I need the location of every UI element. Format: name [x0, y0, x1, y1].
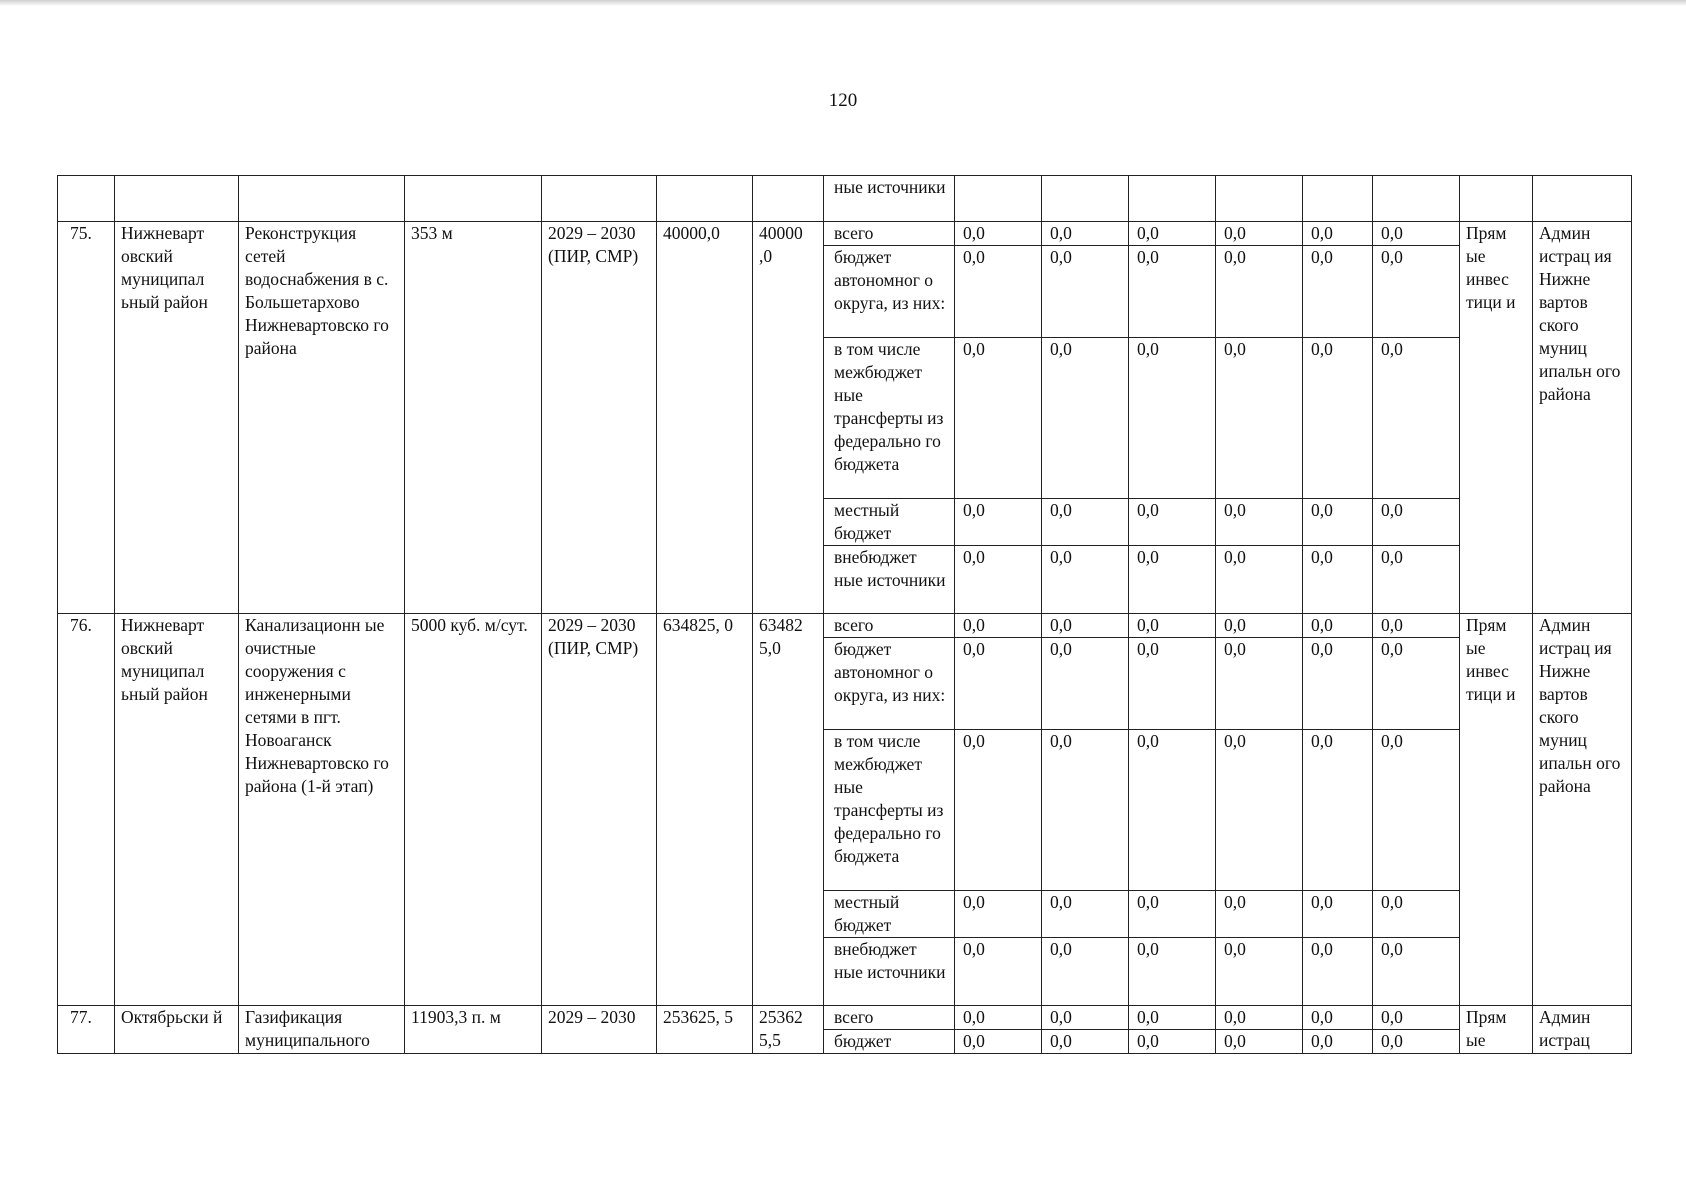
capacity-cell: 11903,3 п. м [405, 1006, 542, 1054]
funding-value-cell: 0,0 [1373, 614, 1460, 638]
funding-value-cell: 0,0 [1042, 499, 1129, 546]
funding-value-cell: 0,0 [1303, 1030, 1373, 1054]
project-number: 75. [58, 222, 115, 614]
funding-value-cell: 0,0 [1129, 546, 1216, 614]
funding-value-cell: 0,0 [1303, 891, 1373, 938]
funding-value-cell: 0,0 [1373, 338, 1460, 499]
period-cell: 2029 – 2030 [542, 1006, 657, 1054]
funding-value-cell: 0,0 [1303, 614, 1373, 638]
municipality-cell: Октябрьски й [115, 1006, 239, 1054]
funding-value-cell: 0,0 [1042, 730, 1129, 891]
municipality-cell: Нижневарт овский муниципал ьный район [115, 222, 239, 614]
investment-table [57, 175, 1632, 1054]
funding-value-cell: 0,0 [1373, 638, 1460, 730]
funding-value-cell: 0,0 [955, 499, 1042, 546]
funding-value-cell: 0,0 [1373, 730, 1460, 891]
funding-value-cell: 0,0 [1216, 891, 1303, 938]
funding-value-cell: 0,0 [1216, 546, 1303, 614]
funding-value-cell: 0,0 [955, 938, 1042, 1006]
capacity-cell: 353 м [405, 222, 542, 614]
funding-value-cell: 0,0 [1129, 1006, 1216, 1030]
funding-value-cell: 0,0 [955, 1030, 1042, 1054]
funding-value-cell: 0,0 [1216, 730, 1303, 891]
continued-row [58, 176, 1632, 222]
funding-value-cell: 0,0 [1303, 546, 1373, 614]
funding-value-cell: 0,0 [1129, 222, 1216, 246]
funding-source-cell: всего [824, 614, 955, 638]
remaining-cost-cell: 40000 ,0 [753, 222, 824, 614]
funding-value-cell: 0,0 [1042, 546, 1129, 614]
funding-value-cell: 0,0 [1303, 246, 1373, 338]
funding-value-cell: 0,0 [1303, 730, 1373, 891]
funding-value-cell: 0,0 [1303, 1006, 1373, 1030]
funding-value-cell: 0,0 [955, 891, 1042, 938]
funding-value-cell: 0,0 [1373, 891, 1460, 938]
funding-value-cell: 0,0 [1303, 222, 1373, 246]
funding-value-cell: 0,0 [955, 1006, 1042, 1030]
period-cell: 2029 – 2030 (ПИР, СМР) [542, 614, 657, 1006]
table-row [58, 222, 1632, 246]
funding-source-cell: внебюджет ные источники [824, 546, 955, 614]
funding-value-cell: 0,0 [1216, 614, 1303, 638]
funding-source-cell: местный бюджет [824, 891, 955, 938]
customer-cell: Админ истрац [1533, 1006, 1632, 1054]
funding-value-cell: 0,0 [1216, 222, 1303, 246]
funding-source-cell: бюджет [824, 1030, 955, 1054]
funding-source-cell: в том числе межбюджет ные трансферты из федерально го бюджета [824, 730, 955, 891]
project-number: 76. [58, 614, 115, 1006]
funding-value-cell: 0,0 [955, 730, 1042, 891]
funding-value-cell: 0,0 [1216, 338, 1303, 499]
investment-type-cell: Прям ые инвес тици и [1460, 222, 1533, 614]
funding-value-cell: 0,0 [1042, 1030, 1129, 1054]
funding-value-cell: 0,0 [1129, 338, 1216, 499]
funding-value-cell: 0,0 [1303, 938, 1373, 1006]
project-name-cell: Реконструкция сетей водоснабжения в с. Большетархово Нижневартовско го района [239, 222, 405, 614]
project-number: 77. [58, 1006, 115, 1054]
funding-source-cell: всего [824, 222, 955, 246]
funding-value-cell: 0,0 [1303, 499, 1373, 546]
table-body [58, 176, 1632, 1054]
funding-value-cell: 0,0 [1129, 638, 1216, 730]
funding-value-cell: 0,0 [955, 246, 1042, 338]
funding-value-cell: 0,0 [1303, 338, 1373, 499]
municipality-cell: Нижневарт овский муниципал ьный район [115, 614, 239, 1006]
table-row [58, 1006, 1632, 1030]
funding-source-cell: внебюджет ные источники [824, 938, 955, 1006]
scan-edge [0, 0, 1686, 6]
funding-source-cell: бюджет автономног о округа, из них: [824, 246, 955, 338]
funding-value-cell: 0,0 [1373, 499, 1460, 546]
funding-value-cell: 0,0 [1373, 938, 1460, 1006]
funding-value-cell: 0,0 [1216, 1030, 1303, 1054]
remaining-cost-cell: 63482 5,0 [753, 614, 824, 1006]
funding-value-cell: 0,0 [1129, 891, 1216, 938]
table-row [58, 614, 1632, 638]
funding-value-cell: 0,0 [1129, 614, 1216, 638]
funding-value-cell: 0,0 [1129, 730, 1216, 891]
funding-value-cell: 0,0 [1373, 1006, 1460, 1030]
funding-value-cell: 0,0 [1216, 246, 1303, 338]
funding-value-cell: 0,0 [1373, 1030, 1460, 1054]
funding-value-cell: 0,0 [1042, 1006, 1129, 1030]
funding-value-cell: 0,0 [1216, 638, 1303, 730]
page-number: 120 [828, 90, 858, 111]
total-cost-cell: 634825, 0 [657, 614, 753, 1006]
customer-cell: Админ истрац ия Нижне вартов ского муниц ипальн ого района [1533, 222, 1632, 614]
funding-value-cell: 0,0 [1042, 222, 1129, 246]
funding-source-cell: ные источники [824, 176, 955, 222]
funding-value-cell: 0,0 [1216, 938, 1303, 1006]
funding-source-cell: в том числе межбюджет ные трансферты из федерально го бюджета [824, 338, 955, 499]
investment-type-cell: Прям ые [1460, 1006, 1533, 1054]
funding-source-cell: всего [824, 1006, 955, 1030]
total-cost-cell: 253625, 5 [657, 1006, 753, 1054]
remaining-cost-cell: 25362 5,5 [753, 1006, 824, 1054]
funding-source-cell: бюджет автономног о округа, из них: [824, 638, 955, 730]
funding-value-cell: 0,0 [1373, 222, 1460, 246]
funding-value-cell: 0,0 [1373, 246, 1460, 338]
funding-value-cell: 0,0 [1129, 246, 1216, 338]
funding-value-cell: 0,0 [1303, 638, 1373, 730]
funding-value-cell: 0,0 [955, 614, 1042, 638]
funding-value-cell: 0,0 [955, 338, 1042, 499]
project-name-cell: Газификация муниципального [239, 1006, 405, 1054]
funding-value-cell: 0,0 [1042, 891, 1129, 938]
funding-value-cell: 0,0 [955, 222, 1042, 246]
funding-value-cell: 0,0 [1373, 546, 1460, 614]
funding-value-cell: 0,0 [1216, 1006, 1303, 1030]
funding-value-cell: 0,0 [1129, 938, 1216, 1006]
funding-source-cell: местный бюджет [824, 499, 955, 546]
period-cell: 2029 – 2030 (ПИР, СМР) [542, 222, 657, 614]
funding-value-cell: 0,0 [1042, 246, 1129, 338]
capacity-cell: 5000 куб. м/сут. [405, 614, 542, 1006]
investment-type-cell: Прям ые инвес тици и [1460, 614, 1533, 1006]
funding-value-cell: 0,0 [1042, 938, 1129, 1006]
project-name-cell: Канализационн ые очистные сооружения с инженерными сетями в пгт. Новоаганск Нижневартовско го района (1-й этап) [239, 614, 405, 1006]
funding-value-cell: 0,0 [1129, 499, 1216, 546]
funding-value-cell: 0,0 [1042, 638, 1129, 730]
funding-value-cell: 0,0 [1216, 499, 1303, 546]
funding-value-cell: 0,0 [1042, 614, 1129, 638]
funding-value-cell: 0,0 [955, 546, 1042, 614]
funding-value-cell: 0,0 [1129, 1030, 1216, 1054]
funding-value-cell: 0,0 [955, 638, 1042, 730]
customer-cell: Админ истрац ия Нижне вартов ского муниц ипальн ого района [1533, 614, 1632, 1006]
funding-value-cell: 0,0 [1042, 338, 1129, 499]
total-cost-cell: 40000,0 [657, 222, 753, 614]
